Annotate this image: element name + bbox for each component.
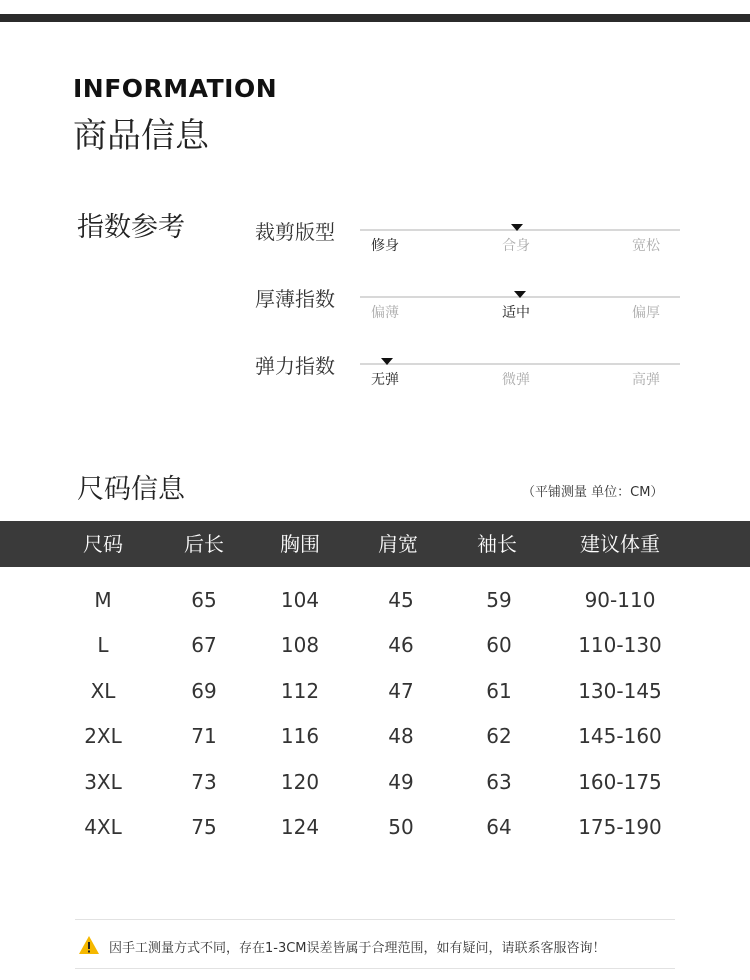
- divider: [75, 919, 675, 920]
- table-cell: L: [97, 633, 109, 657]
- index-option: 适中: [502, 305, 530, 321]
- table-cell: 67: [191, 633, 217, 657]
- index-marker-icon: [511, 224, 523, 231]
- table-cell: 2XL: [84, 724, 122, 748]
- table-cell: 45: [388, 588, 414, 612]
- table-row: [0, 669, 750, 714]
- table-cell: 175-190: [578, 815, 662, 839]
- table-cell: 62: [486, 724, 512, 748]
- table-cell: 104: [280, 588, 320, 612]
- size-info-title: 尺码信息: [77, 474, 185, 505]
- table-row: [0, 623, 750, 668]
- table-row: [0, 760, 750, 805]
- index-option: 偏厚: [632, 305, 660, 321]
- table-cell: 64: [486, 815, 512, 839]
- table-row: [0, 714, 750, 759]
- index-option: 高弹: [632, 372, 660, 388]
- table-cell: 65: [191, 588, 217, 612]
- table-cell: 90-110: [584, 588, 656, 612]
- table-cell: 71: [191, 724, 217, 748]
- warning-icon: [78, 935, 100, 959]
- table-cell: 50: [388, 815, 414, 839]
- divider: [75, 968, 675, 969]
- table-row: [0, 578, 750, 623]
- table-cell: 59: [486, 588, 512, 612]
- measurement-note: 因手工测量方式不同，存在1-3CM误差皆属于合理范围，如有疑问，请联系客服咨询！: [109, 941, 606, 956]
- table-cell: 4XL: [84, 815, 122, 839]
- index-option: 合身: [502, 238, 530, 254]
- table-cell: 145-160: [578, 724, 662, 748]
- table-cell: 73: [191, 770, 217, 794]
- table-cell: 130-145: [578, 679, 662, 703]
- index-option: 宽松: [632, 238, 660, 254]
- index-row-elasticity: [255, 350, 680, 390]
- column-header: 尺码: [83, 532, 123, 556]
- index-scale-line: [360, 363, 680, 365]
- size-info-note: （平铺测量 单位：CM）: [522, 485, 664, 500]
- table-cell: 69: [191, 679, 217, 703]
- column-header: 后长: [184, 532, 224, 556]
- table-cell: 60: [486, 633, 512, 657]
- table-cell: 49: [388, 770, 414, 794]
- table-cell: 63: [486, 770, 512, 794]
- column-header: 胸围: [280, 532, 320, 556]
- index-option: 微弹: [502, 372, 530, 388]
- column-header: 建议体重: [580, 532, 660, 556]
- table-cell: 120: [280, 770, 320, 794]
- table-cell: 108: [280, 633, 320, 657]
- table-cell: M: [94, 588, 112, 612]
- index-option: 修身: [371, 238, 399, 254]
- index-marker-icon: [514, 291, 526, 298]
- table-cell: 160-175: [578, 770, 662, 794]
- table-cell: 61: [486, 679, 512, 703]
- size-table-header: [0, 521, 750, 567]
- table-cell: 116: [280, 724, 320, 748]
- index-row-label: 厚薄指数: [255, 287, 335, 311]
- top-bar: [0, 14, 750, 22]
- table-cell: 75: [191, 815, 217, 839]
- table-cell: 112: [280, 679, 320, 703]
- info-title-cn: 商品信息: [73, 116, 209, 156]
- table-cell: XL: [90, 679, 116, 703]
- index-row-label: 裁剪版型: [255, 220, 335, 244]
- table-cell: 110-130: [578, 633, 662, 657]
- table-cell: 3XL: [84, 770, 122, 794]
- table-cell: 48: [388, 724, 414, 748]
- table-cell: 46: [388, 633, 414, 657]
- table-cell: 47: [388, 679, 414, 703]
- index-option: 偏薄: [371, 305, 399, 321]
- column-header: 肩宽: [378, 532, 418, 556]
- index-row-label: 弹力指数: [255, 354, 335, 378]
- index-row-thickness: [255, 283, 680, 323]
- table-cell: 124: [280, 815, 320, 839]
- info-title-en: INFORMATION: [73, 74, 278, 103]
- index-row-fit: [255, 216, 680, 256]
- index-marker-icon: [381, 358, 393, 365]
- index-title: 指数参考: [77, 212, 185, 243]
- table-row: [0, 805, 750, 850]
- column-header: 袖长: [477, 532, 517, 556]
- index-option: 无弹: [371, 372, 399, 388]
